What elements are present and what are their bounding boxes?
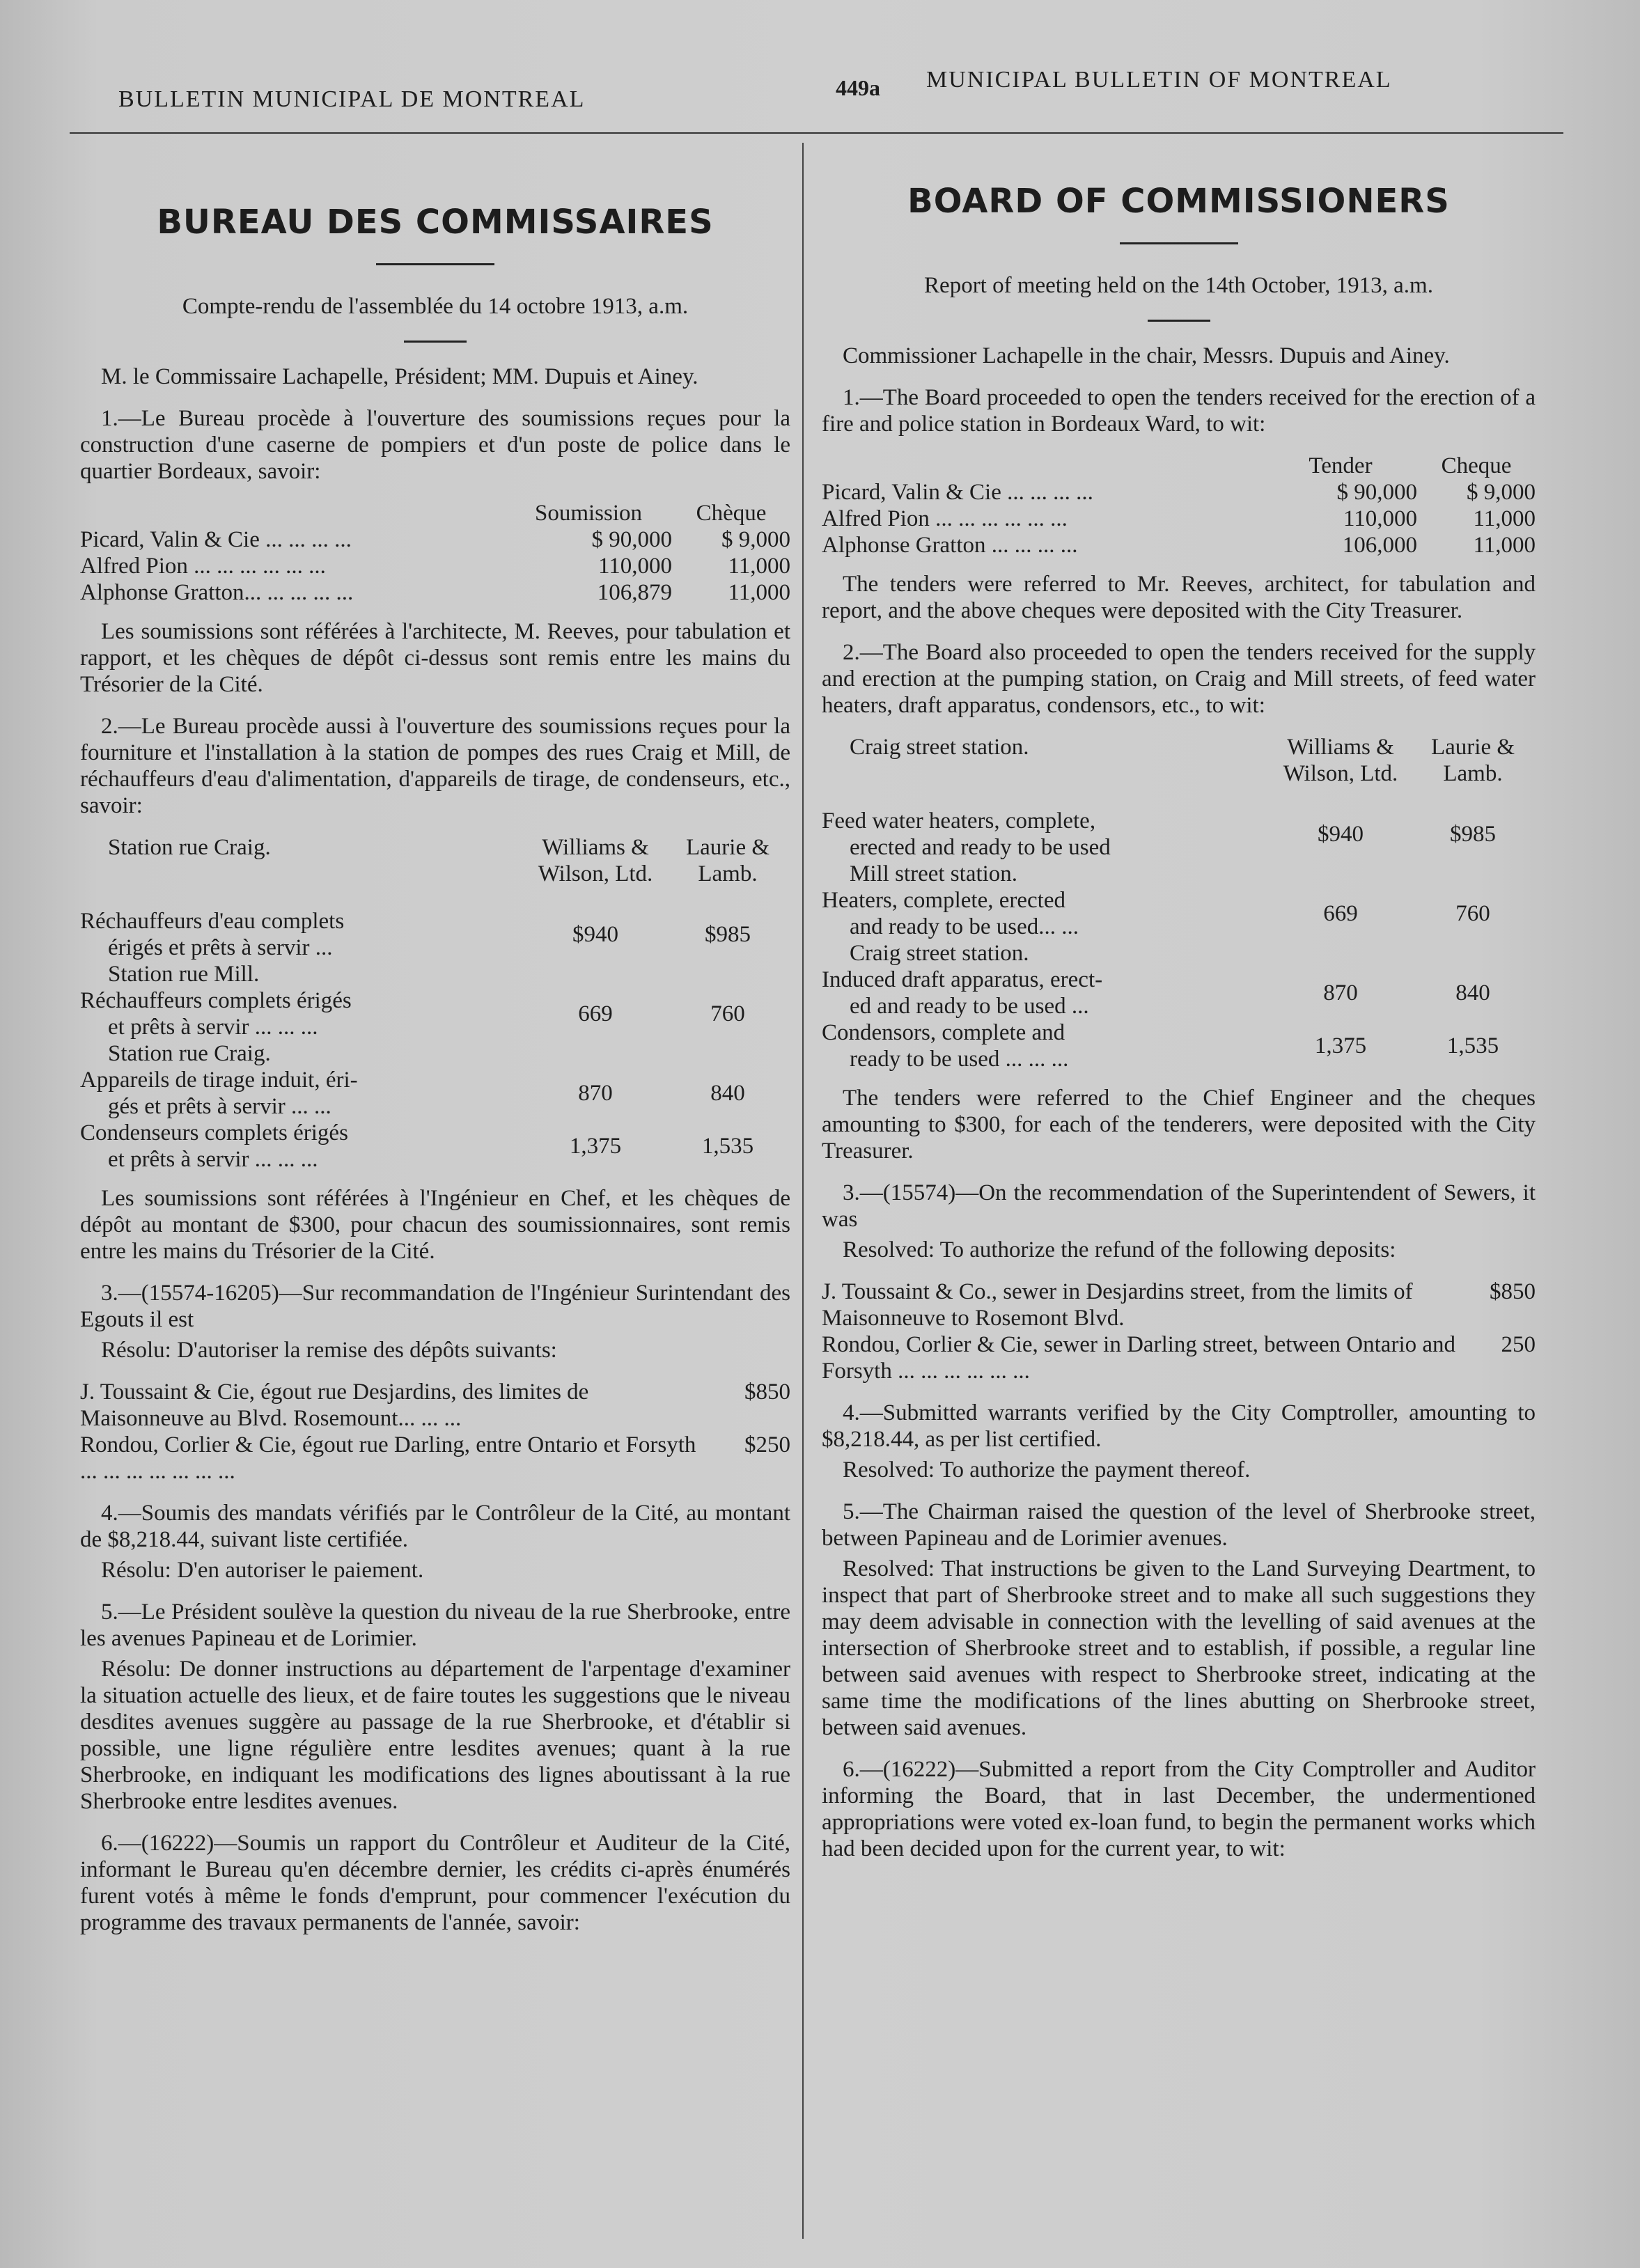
- french-item-4: 4.—Soumis des mandats vérifiés par le Contrôleur de la Cité, au montant de $8,218.44, suivant liste certifiée.: [80, 1501, 790, 1552]
- item-line-1: Condensors, complete and: [822, 1020, 1065, 1045]
- item-line-2: et prêts à servir ... ... ...: [108, 1015, 318, 1040]
- tender-amount: 110,000: [1343, 506, 1417, 531]
- item-line-1: Induced draft apparatus, erect-: [822, 967, 1103, 992]
- table-row: [822, 1019, 1536, 1072]
- williams-price: $940: [1318, 822, 1364, 847]
- french-equipment-table: [80, 834, 790, 1173]
- col-header-williams: Williams & Wilson, Ltd.: [538, 835, 653, 886]
- english-item-4: 4.—Submitted warrants verified by the City Comptroller, amounting to $8,218.44, as per list certified.: [822, 1400, 1536, 1452]
- item-line-2: erected and ready to be used: [850, 835, 1111, 860]
- french-tenders-table: [80, 500, 790, 606]
- laurie-price: 1,535: [701, 1134, 754, 1159]
- table-row: [80, 908, 790, 961]
- english-item-5-resolved: Resolved: That instructions be given to the Land Surveying Deartment, to inspect that part of Sherbrooke street and to make all such suggestions they may deem advisable in connection with the levelling of said avenues at the intersection of Sherbrooke street and to establish, if possible, a regular line between said avenues with respect to Sherbrooke street, indicating at the same time the modifications of the lines abutting on Sherbrooke street, between said avenues.: [822, 1556, 1536, 1740]
- station-label: Station rue Craig.: [108, 1041, 271, 1066]
- english-item-1-referral: The tenders were referred to Mr. Reeves, architect, for tabulation and report, and the above cheques were deposited with the City Treasurer.: [822, 572, 1536, 623]
- item-line-1: Appareils de tirage induit, éri-: [80, 1067, 358, 1093]
- laurie-price: 760: [1455, 901, 1490, 926]
- deposit-text: J. Toussaint & Co., sewer in Desjardins street, from the limits of Maisonneuve to Rosemont Blvd.: [822, 1279, 1413, 1331]
- english-subtitle: Report of meeting held on the 14th October, 1913, a.m.: [924, 273, 1433, 298]
- tender-name: Alphonse Gratton ... ... ... ...: [822, 533, 1078, 558]
- col-header-laurie: Laurie & Lamb.: [685, 835, 770, 886]
- tender-name: Alfred Pion ... ... ... ... ... ...: [80, 554, 326, 579]
- williams-price: 669: [1323, 901, 1358, 926]
- header-right-title: MUNICIPAL BULLETIN OF MONTREAL: [926, 67, 1392, 93]
- french-attendance: M. le Commissaire Lachapelle, Président; MM. Dupuis et Ainey.: [101, 364, 698, 389]
- english-column: [822, 153, 1536, 1877]
- english-item-3-resolved: Resolved: To authorize the refund of the following deposits:: [843, 1237, 1396, 1262]
- item-line-2: et prêts à servir ... ... ...: [108, 1147, 318, 1172]
- item-line-2: ready to be used ... ... ...: [850, 1047, 1069, 1072]
- item-line-2: gés et prêts à servir ... ...: [108, 1094, 331, 1119]
- french-item-1: 1.—Le Bureau procède à l'ouverture des soumissions reçues pour la construction d'une caserne de pompiers et d'un poste de police dans le quartier Bordeaux, savoir:: [80, 406, 790, 484]
- english-item-1: 1.—The Board proceeded to open the tenders received for the erection of a fire and police station in Bordeaux Ward, to wit:: [822, 385, 1536, 437]
- item-line-2: ed and ready to be used ...: [850, 994, 1089, 1019]
- item-line-1: Réchauffeurs d'eau complets: [80, 909, 345, 934]
- table-row: [822, 532, 1536, 558]
- tender-name: Alphonse Gratton... ... ... ... ...: [80, 580, 354, 605]
- deposit-row: [822, 1331, 1536, 1384]
- french-column: [80, 153, 790, 1951]
- tender-amount: $ 90,000: [591, 527, 672, 552]
- subtitle-rule: [404, 341, 467, 343]
- french-item-3-resolved: Résolu: D'autoriser la remise des dépôts suivants:: [101, 1338, 557, 1363]
- deposit-amount: $250: [744, 1432, 790, 1457]
- english-item-5: 5.—The Chairman raised the question of the level of Sherbrooke street, between Papineau and de Lorimier avenues.: [822, 1499, 1536, 1551]
- deposit-amount: $850: [744, 1379, 790, 1405]
- item-line-1: Condenseurs complets érigés: [80, 1120, 348, 1145]
- station-label: Station rue Craig.: [108, 835, 271, 860]
- french-item-2: 2.—Le Bureau procède aussi à l'ouverture des soumissions reçues pour la fourniture et l'installation à la station de pompes des rues Craig et Mill, de réchauffeurs d'eau d'alimentation, d'appareils de tirage, de condenseurs, etc., savoir:: [80, 714, 790, 818]
- page-number: 449a: [836, 75, 880, 100]
- item-line-2: and ready to be used... ...: [850, 914, 1079, 939]
- english-item-6: 6.—(16222)—Submitted a report from the City Comptroller and Auditor informing the Board, that in last December, the undermentioned appropriations were voted ex-loan fund, to begin the permanent works which had been decided upon for the current year, to wit:: [822, 1757, 1536, 1861]
- english-item-4-resolved: Resolved: To authorize the payment thereof.: [843, 1457, 1251, 1483]
- french-title: BUREAU DES COMMISSAIRES: [157, 203, 714, 242]
- deposit-text: Rondou, Corlier & Cie, égout rue Darling, entre Ontario et Forsyth ... ... ... ... ... ... ...: [80, 1432, 696, 1484]
- williams-price: 1,375: [569, 1134, 622, 1159]
- tender-amount: 106,879: [597, 580, 672, 605]
- williams-price: 870: [578, 1081, 613, 1106]
- table-row: [822, 808, 1536, 861]
- laurie-price: 840: [710, 1081, 745, 1106]
- english-item-3: 3.—(15574)—On the recommendation of the Superintendent of Sewers, it was: [822, 1180, 1536, 1232]
- cheque-amount: 11,000: [728, 580, 790, 605]
- cheque-amount: $ 9,000: [1467, 480, 1536, 505]
- laurie-price: 840: [1455, 980, 1490, 1006]
- col-header-cheque: Cheque: [1441, 453, 1512, 478]
- cheque-amount: 11,000: [1473, 533, 1536, 558]
- french-subtitle: Compte-rendu de l'assemblée du 14 octobre 1913, a.m.: [182, 294, 689, 319]
- station-label: Mill street station.: [850, 861, 1018, 886]
- deposit-text: Rondou, Corlier & Cie, sewer in Darling street, between Ontario and Forsyth ... ... ... ... ... ...: [822, 1332, 1456, 1384]
- deposit-row: [80, 1379, 790, 1432]
- item-line-1: Réchauffeurs complets érigés: [80, 988, 352, 1013]
- french-item-4-resolved: Résolu: D'en autoriser le paiement.: [101, 1558, 424, 1583]
- deposit-amount: $850: [1490, 1279, 1536, 1304]
- table-row: [80, 553, 790, 579]
- tender-name: Picard, Valin & Cie ... ... ... ...: [80, 527, 352, 552]
- williams-price: 870: [1323, 980, 1358, 1006]
- english-item-2-referral: The tenders were referred to the Chief Engineer and the cheques amounting to $300, for each of the tenderers, were deposited with the City Treasurer.: [822, 1086, 1536, 1164]
- english-equipment-table: [822, 734, 1536, 1072]
- english-tenders-table: [822, 453, 1536, 558]
- tender-amount: $ 90,000: [1336, 480, 1417, 505]
- table-row: [822, 506, 1536, 532]
- english-item-2: 2.—The Board also proceeded to open the tenders received for the supply and erection at the pumping station, on Craig and Mill streets, of feed water heaters, draft apparatus, condensors, etc., to wit:: [822, 640, 1536, 718]
- title-rule: [376, 263, 494, 265]
- col-header-tender: Tender: [1309, 453, 1373, 478]
- french-item-6: 6.—(16222)—Soumis un rapport du Contrôleur et Auditeur de la Cité, informant le Bureau qu'en décembre dernier, les crédits ci-après énumérés furent votés à même le fonds d'emprunt, pour commencer l'exécution du programme des travaux permanents de l'année, savoir:: [80, 1831, 790, 1935]
- tender-amount: 110,000: [598, 554, 672, 579]
- item-line-1: Heaters, complete, erected: [822, 888, 1065, 913]
- french-item-1-referral: Les soumissions sont référées à l'architecte, M. Reeves, pour tabulation et rapport, et les chèques de dépôt ci-dessus sont remis entre les mains du Trésorier de la Cité.: [80, 619, 790, 697]
- williams-price: 1,375: [1314, 1033, 1367, 1058]
- french-item-5: 5.—Le Président soulève la question du niveau de la rue Sherbrooke, entre les avenues Papineau et de Lorimier.: [80, 1600, 790, 1651]
- laurie-price: $985: [705, 922, 751, 947]
- col-header-soumission: Soumission: [534, 501, 643, 526]
- english-title: BOARD OF COMMISSIONERS: [907, 182, 1450, 221]
- french-item-5-resolved: Résolu: De donner instructions au département de l'arpentage d'examiner la situation actuelle des lieux, et de faire toutes les suggestions que le niveau desdites avenues suggère au passage de la rue Sherbrooke, et d'établir si possible, une ligne régulière entre lesdites avenues; quant à la rue Sherbrooke, en indiquant les modifications des lignes aboutissant à la rue Sherbrooke entre lesdites avenues.: [80, 1657, 790, 1814]
- table-row: [80, 1120, 790, 1173]
- cheque-amount: $ 9,000: [721, 527, 790, 552]
- table-row: [80, 987, 790, 1040]
- tender-name: Picard, Valin & Cie ... ... ... ...: [822, 480, 1093, 505]
- deposit-row: [80, 1432, 790, 1485]
- subtitle-rule: [1148, 320, 1210, 322]
- williams-price: $940: [572, 922, 618, 947]
- french-item-2-referral: Les soumissions sont référées à l'Ingénieur en Chef, et les chèques de dépôt au montant de $300, pour chacun des soumissionnaires, sont remis entre les mains du Trésorier de la Cité.: [80, 1186, 790, 1264]
- column-divider: [802, 143, 804, 2239]
- col-header-williams: Williams & Wilson, Ltd.: [1283, 735, 1398, 786]
- table-row: [822, 887, 1536, 940]
- station-label: Craig street station.: [850, 735, 1029, 760]
- deposit-row: [822, 1278, 1536, 1331]
- french-item-3: 3.—(15574-16205)—Sur recommandation de l'Ingénieur Surintendant des Egouts il est: [80, 1281, 790, 1332]
- table-row: [80, 526, 790, 553]
- table-row: [80, 1067, 790, 1120]
- williams-price: 669: [578, 1001, 613, 1026]
- header-left-title: BULLETIN MUNICIPAL DE MONTREAL: [118, 86, 586, 112]
- col-header-laurie: Laurie & Lamb.: [1430, 735, 1515, 786]
- tender-name: Alfred Pion ... ... ... ... ... ...: [822, 506, 1068, 531]
- running-header: [70, 54, 1563, 117]
- cheque-amount: 11,000: [1473, 506, 1536, 531]
- laurie-price: 760: [710, 1001, 745, 1026]
- item-line-2: érigés et prêts à servir ...: [108, 935, 333, 960]
- english-attendance: Commissioner Lachapelle in the chair, Messrs. Dupuis and Ainey.: [843, 343, 1450, 368]
- title-rule: [1120, 242, 1238, 244]
- cheque-amount: 11,000: [728, 554, 790, 579]
- laurie-price: 1,535: [1446, 1033, 1499, 1058]
- deposit-amount: 250: [1501, 1332, 1536, 1357]
- header-rule: [70, 132, 1563, 134]
- tender-amount: 106,000: [1342, 533, 1417, 558]
- deposit-text: J. Toussaint & Cie, égout rue Desjardins, des limites de Maisonneuve au Blvd. Rosemount... ... ...: [80, 1379, 589, 1431]
- table-row: [822, 479, 1536, 506]
- station-label: Station rue Mill.: [108, 962, 260, 987]
- laurie-price: $985: [1450, 822, 1496, 847]
- col-header-cheque: Chèque: [696, 501, 767, 526]
- station-label: Craig street station.: [850, 941, 1029, 966]
- item-line-1: Feed water heaters, complete,: [822, 808, 1096, 834]
- table-row: [822, 967, 1536, 1019]
- table-row: [80, 579, 790, 606]
